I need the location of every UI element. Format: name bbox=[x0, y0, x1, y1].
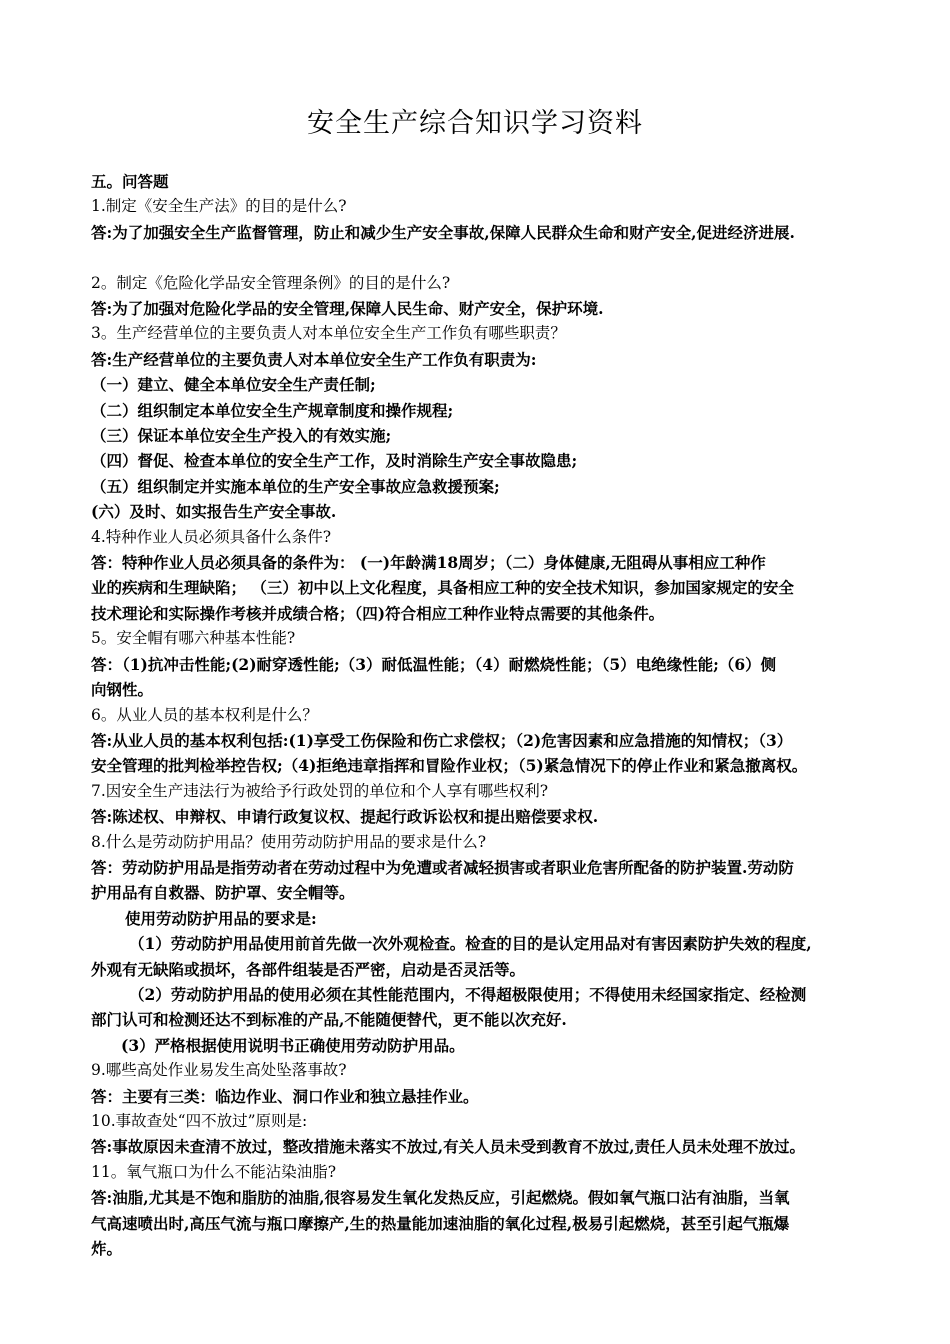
question-4: 4.特种作业人员必须具备什么条件? bbox=[91, 527, 332, 546]
answer-8-req-2: （2）劳动防护用品的使用必须在其性能范围内，不得超极限使用；不得使用未经国家指定、经检测 bbox=[129, 984, 807, 1004]
answer-3: 答:生产经营单位的主要负责人对本单位安全生产工作负有职责为: bbox=[91, 349, 537, 369]
question-7: 7.因安全生产违法行为被给予行政处罚的单位和个人享有哪些权利? bbox=[91, 781, 549, 800]
answer-2: 答:为了加强对危险化学品的安全管理,保障人民生命、财产安全，保护环境. bbox=[91, 299, 604, 319]
answer-1: 答:为了加强安全生产监督管理，防止和减少生产安全事故,保障人民群众生命和财产安全,促进经济进展. bbox=[91, 222, 795, 242]
answer-3-item: (六）及时、如实报告生产安全事故. bbox=[91, 502, 337, 522]
question-2: 2。制定《危险化学品安全管理条例》的目的是什么? bbox=[91, 273, 451, 292]
question-3: 3。生产经营单位的主要负责人对本单位安全生产工作负有哪些职责？ bbox=[91, 324, 566, 343]
question-6: 6。从业人员的基本权利是什么？ bbox=[91, 705, 318, 724]
answer-8-line: 答：劳动防护用品是指劳动者在劳动过程中为免遭或者减轻损害或者职业危害所配备的防护装置.劳动防 bbox=[91, 857, 794, 877]
section-heading: 五。问答题 bbox=[91, 172, 169, 191]
answer-11-line: 答:油脂,尤其是不饱和脂肪的油脂,很容易发生氧化发热反应，引起燃烧。假如氧气瓶口沾有油脂，当氧 bbox=[91, 1188, 790, 1208]
question-9: 9.哪些高处作业易发生高处坠落事故? bbox=[91, 1061, 347, 1080]
answer-3-item: （一）建立、健全本单位安全生产责任制; bbox=[91, 375, 376, 395]
answer-3-item: （二）组织制定本单位安全生产规章制度和操作规程; bbox=[91, 400, 454, 420]
answer-8-req-intro: 使用劳动防护用品的要求是: bbox=[125, 908, 317, 928]
question-10: 10.事故查处“四不放过”原则是: bbox=[91, 1112, 308, 1131]
answer-8-line: 护用品有自救器、防护罩、安全帽等。 bbox=[91, 883, 355, 903]
question-1: 1.制定《安全生产法》的目的是什么? bbox=[91, 197, 347, 216]
answer-9: 答：主要有三类：临边作业、洞口作业和独立悬挂作业。 bbox=[91, 1086, 479, 1106]
answer-6-line: 答:从业人员的基本权利包括:(1)享受工伤保险和伤亡求偿权；（2)危害因素和应急措施的知情权；（3） bbox=[91, 730, 793, 750]
answer-3-item: （五）组织制定并实施本单位的生产安全事故应急救援预案; bbox=[91, 476, 500, 496]
answer-8-req-1: （1）劳动防护用品使用前首先做一次外观检查。检查的目的是认定用品对有害因素防护失效的程度, bbox=[129, 934, 812, 954]
question-5: 5。安全帽有哪六种基本性能? bbox=[91, 629, 296, 648]
answer-5-line: 向钢性。 bbox=[91, 680, 154, 700]
answer-4-line: 技术理论和实际操作考核并成绩合格；（四)符合相应工种作业特点需要的其他条件。 bbox=[91, 603, 665, 623]
answer-4-line: 业的疾病和生理缺陷； （三）初中以上文化程度，具备相应工种的安全技术知识，参加国家规定的安全 bbox=[91, 578, 794, 598]
answer-8-req-3: (3）严格根据使用说明书正确使用劳动防护用品。 bbox=[121, 1035, 465, 1055]
answer-4-line: 答：特种作业人员必须具备的条件为： (一)年龄满18周岁；（二）身体健康,无阻碍从事相应工种作 bbox=[91, 553, 766, 573]
qa-content bbox=[91, 169, 871, 1261]
answer-10: 答:事故原因未查清不放过，整改措施未落实不放过,有关人员未受到教育不放过,责任人员未处理不放过。 bbox=[91, 1137, 806, 1157]
answer-6-line: 安全管理的批判检举控告权;（4)拒绝违章指挥和冒险作业权；（5)紧急情况下的停止作业和紧急撤离权。 bbox=[91, 756, 808, 776]
page-title: 安全生产综合知识学习资料 bbox=[307, 108, 643, 139]
answer-3-item: （三）保证本单位安全生产投入的有效实施; bbox=[91, 426, 392, 446]
answer-3-item: （四）督促、检查本单位的安全生产工作，及时消除生产安全事故隐患; bbox=[91, 451, 578, 471]
answer-11-line: 炸。 bbox=[91, 1239, 123, 1259]
answer-11-line: 气高速喷出时,高压气流与瓶口摩擦产,生的热量能加速油脂的氧化过程,极易引起燃烧，甚至引起气瓶爆 bbox=[91, 1213, 790, 1233]
answer-8-req-2: 部门认可和检测还达不到标准的产品,不能随便替代，更不能以次充好. bbox=[91, 1010, 567, 1030]
answer-8-req-1: 外观有无缺陷或损坏，各部件组装是否严密，启动是否灵活等。 bbox=[91, 959, 526, 979]
answer-7: 答:陈述权、申辩权、申请行政复议权、提起行政诉讼权和提出赔偿要求权. bbox=[91, 807, 599, 827]
question-11: 11。氧气瓶口为什么不能沾染油脂? bbox=[91, 1162, 337, 1181]
question-8: 8.什么是劳动防护用品？使用劳动防护用品的要求是什么? bbox=[91, 832, 487, 851]
blank-line bbox=[91, 245, 871, 270]
answer-5-line: 答：（1)抗冲击性能;(2)耐穿透性能;（3）耐低温性能；（4）耐燃烧性能；（5）电绝缘性能;（6）侧 bbox=[91, 654, 777, 674]
